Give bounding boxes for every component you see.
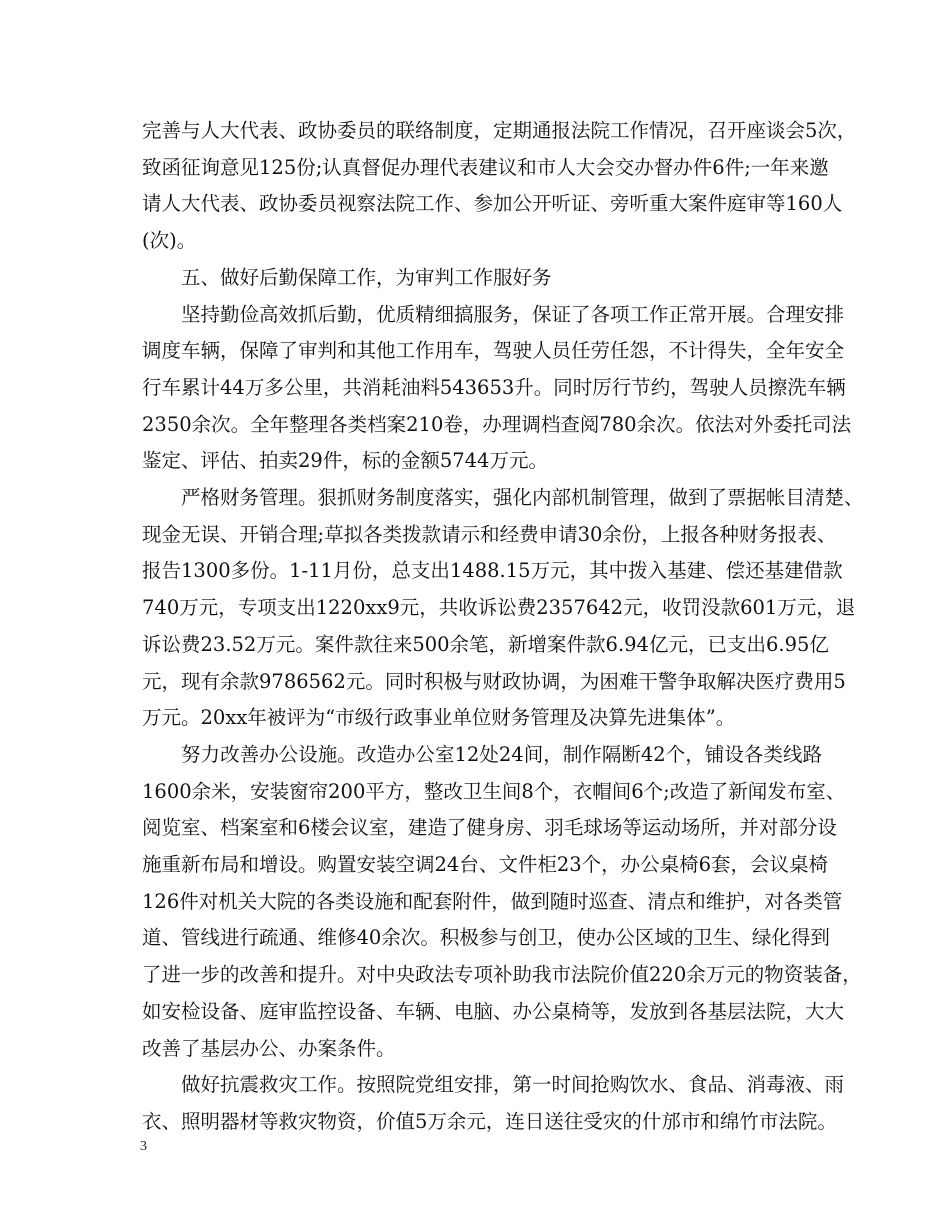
text-line: 行车累计44万多公里，共消耗油料543653升。同时厉行节约，驾驶人员擦洗车辆 — [142, 375, 846, 399]
text-line: 五、做好后勤保障工作，为审判工作服好务 — [181, 265, 552, 289]
document-body — [142, 113, 864, 1141]
text-line: 2350余次。全年整理各类档案210卷，办理调档查阅780余次。依法对外委托司法 — [142, 412, 852, 436]
paragraph-liaison — [142, 113, 857, 260]
text-line: 道、管线进行疏通、维修40余次。积极参与创卫，使办公区域的卫生、绿化得到 — [142, 926, 830, 950]
page-number: 3 — [140, 1139, 147, 1154]
text-line: 阅览室、档案室和6楼会议室，建造了健身房、羽毛球场等运动场所，并对部分设 — [142, 816, 837, 840]
text-line: (次)。 — [142, 229, 197, 253]
text-line: 报告1300多份。1-11月份，总支出1488.15万元，其中拨入基建、偿还基建借款 — [142, 559, 843, 583]
text-line: 如安检设备、庭审监控设备、车辆、电脑、办公桌椅等，发放到各基层法院，大大 — [142, 999, 845, 1023]
text-line: 坚持勤俭高效抓后勤，优质精细搞服务，保证了各项工作正常开展。合理安排 — [181, 302, 845, 326]
text-line: 衣、照明器材等救灾物资，价值5万余元，连日送往受灾的什邡市和绵竹市法院。 — [142, 1109, 837, 1133]
text-line: 做好抗震救灾工作。按照院党组安排，第一时间抢购饮水、食品、消毒液、雨 — [181, 1073, 845, 1097]
text-line: 126件对机关大院的各类设施和配套附件，做到随时巡查、清点和维护，对各类管 — [142, 889, 843, 913]
text-line: 严格财务管理。狠抓财务制度落实，强化内部机制管理，做到了票据帐目清楚、 — [181, 486, 864, 510]
text-line: 完善与人大代表、政协委员的联络制度，定期通报法院工作情况，召开座谈会5次， — [142, 119, 857, 142]
text-line: 诉讼费23.52万元。案件款往来500余笔，新增案件款6.94亿元，已支出6.95亿 — [142, 632, 829, 656]
paragraph-section-five-heading — [142, 260, 822, 297]
text-line: 请人大代表、政协委员视察法院工作、参加公开听证、旁听重大案件庭审等160人 — [142, 192, 843, 216]
paragraph-disaster-relief — [142, 1067, 845, 1140]
text-line: 现金无误、开销合理;草拟各类拨款请示和经费申请30余份，上报各种财务报表、 — [142, 522, 837, 546]
text-line: 调度车辆，保障了审判和其他工作用车，驾驶人员任劳任怨，不计得失，全年安全 — [142, 339, 845, 363]
text-line: 1600余米，安装窗帘200平方，整改卫生间8个，衣帽间6个;改造了新闻发布室、 — [142, 779, 846, 803]
text-line: 努力改善办公设施。改造办公室12处24间，制作隔断42个，铺设各类线路 — [181, 742, 822, 766]
text-line: 致函征询意见125份;认真督促办理代表建议和市人大会交办督办件6件;一年来邀 — [142, 155, 829, 179]
text-line: 施重新布局和增设。购置安装空调24台、文件柜23个，办公桌椅6套，会议桌椅 — [142, 853, 829, 877]
paragraph-logistics — [142, 297, 852, 481]
text-line: 万元。20xx年被评为“市级行政事业单位财务管理及决算先进集体”。 — [142, 706, 736, 730]
paragraph-office-facilities — [142, 737, 862, 1067]
text-line: 元，现有余款9786562元。同时积极与财政协调，为困难干警争取解决医疗费用5 — [142, 669, 846, 693]
text-line: 鉴定、评估、拍卖29件，标的金额5744万元。 — [142, 449, 548, 473]
text-line: 740万元，专项支出1220xx9元，共收诉讼费2357642元，收罚没款601万元，退 — [142, 596, 856, 620]
text-line: 了进一步的改善和提升。对中央政法专项补助我市法院价值220余万元的物资装备， — [142, 963, 862, 987]
text-line: 改善了基层办公、办案条件。 — [142, 1036, 396, 1060]
paragraph-finance — [142, 480, 864, 737]
